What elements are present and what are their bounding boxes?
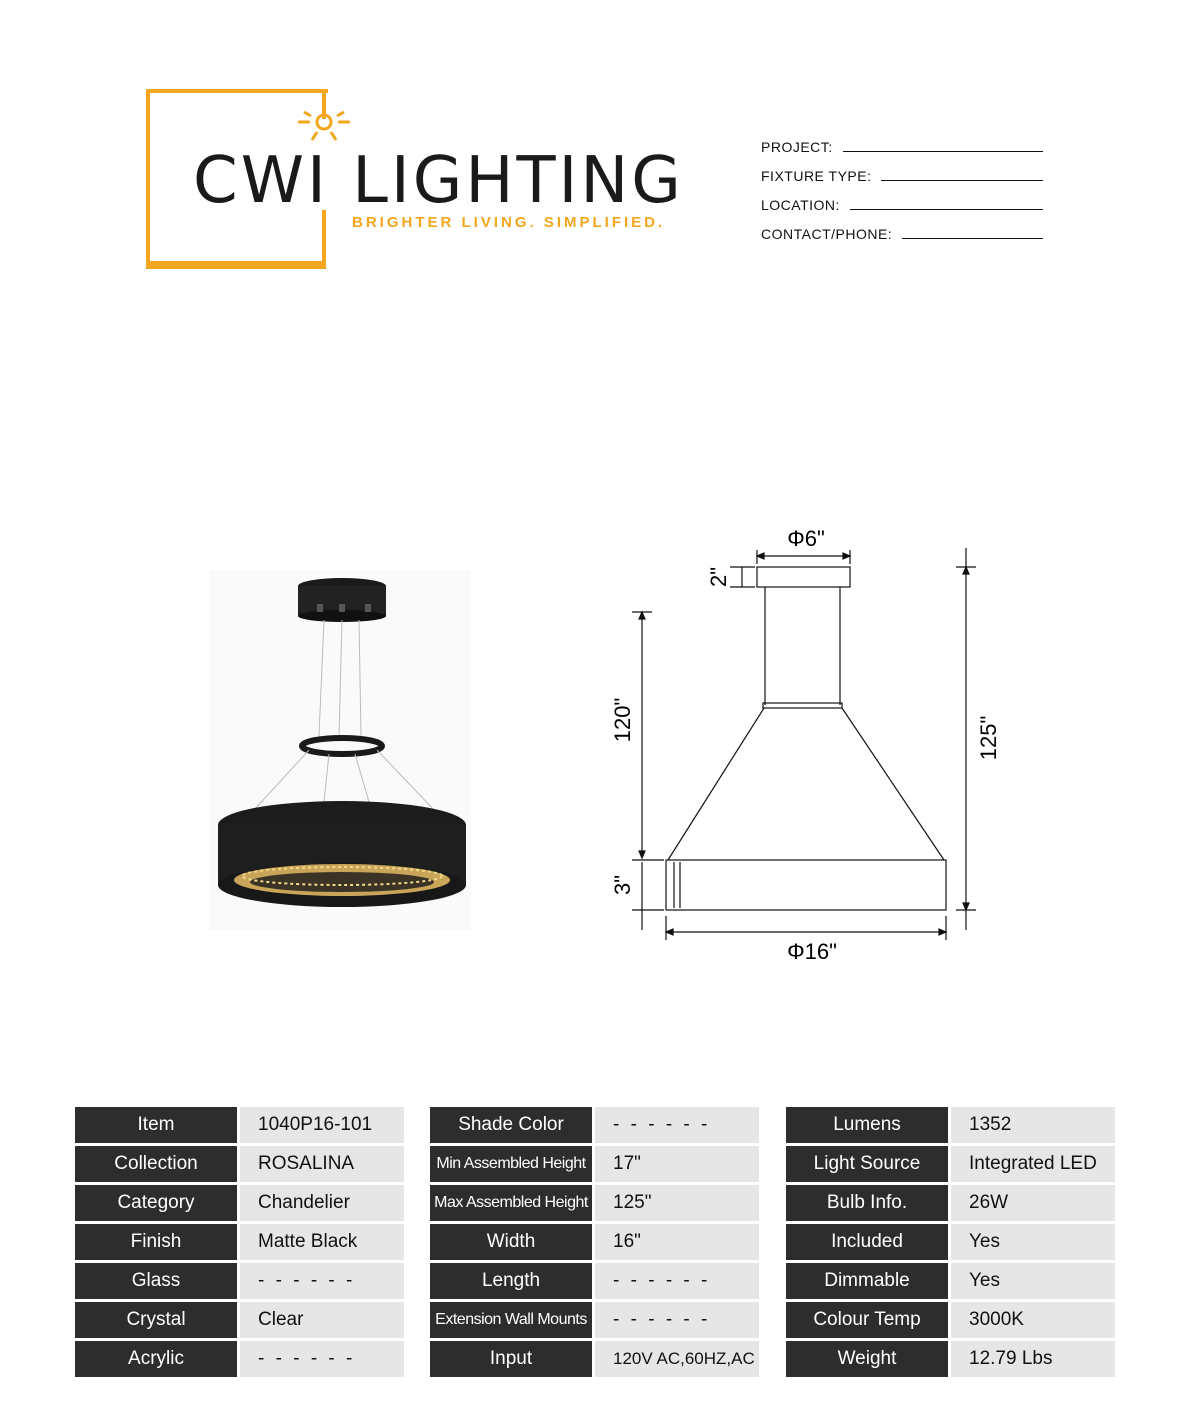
spec-value: Yes <box>951 1224 1115 1260</box>
table-row <box>430 1107 759 1143</box>
form-line <box>843 151 1043 152</box>
top-diameter-label: Φ6" <box>787 526 825 551</box>
spec-value: - - - - - - <box>595 1107 759 1143</box>
spec-value: 125" <box>595 1185 759 1221</box>
brand-name: CWI LIGHTING <box>193 144 684 218</box>
spec-table-lighting <box>786 1104 1115 1380</box>
spec-value: Integrated LED <box>951 1146 1115 1182</box>
form-label: LOCATION: <box>761 197 840 213</box>
spec-label: Dimmable <box>786 1263 951 1299</box>
spec-value: Clear <box>240 1302 404 1338</box>
table-row <box>75 1263 404 1299</box>
spec-value: Matte Black <box>240 1224 404 1260</box>
table-row <box>430 1146 759 1182</box>
form-label: FIXTURE TYPE: <box>761 168 872 184</box>
spec-label: Input <box>430 1341 595 1377</box>
spec-label: Finish <box>75 1224 240 1260</box>
table-row <box>430 1341 759 1377</box>
form-line <box>850 209 1043 210</box>
project-form <box>761 126 1051 242</box>
table-row <box>75 1107 404 1143</box>
table-row <box>75 1341 404 1377</box>
spec-label: Lumens <box>786 1107 951 1143</box>
spec-value: 120V AC,60HZ,AC <box>595 1341 759 1377</box>
canopy-height-label: 2" <box>706 566 731 588</box>
fixture-type-field[interactable] <box>761 155 1051 184</box>
spec-table-dimensions <box>430 1104 759 1380</box>
location-field[interactable] <box>761 184 1051 213</box>
spec-value: 12.79 Lbs <box>951 1341 1115 1377</box>
spec-value: Yes <box>951 1263 1115 1299</box>
table-row <box>430 1185 759 1221</box>
table-row <box>75 1146 404 1182</box>
table-row <box>75 1224 404 1260</box>
contact-phone-field[interactable] <box>761 213 1051 242</box>
spec-value: - - - - - - <box>595 1263 759 1299</box>
spec-label: Length <box>430 1263 595 1299</box>
spec-label: Collection <box>75 1146 240 1182</box>
shade-height-label: 3" <box>610 874 635 896</box>
spec-value: 1040P16-101 <box>240 1107 404 1143</box>
spec-value: 16" <box>595 1224 759 1260</box>
spec-label: Item <box>75 1107 240 1143</box>
spec-value: Chandelier <box>240 1185 404 1221</box>
form-label: CONTACT/PHONE: <box>761 226 893 242</box>
spec-label: Max Assembled Height <box>430 1185 595 1221</box>
spec-label: Shade Color <box>430 1107 595 1143</box>
spec-label: Included <box>786 1224 951 1260</box>
form-label: PROJECT: <box>761 139 833 155</box>
brand-tagline: BRIGHTER LIVING. SIMPLIFIED. <box>352 214 666 231</box>
table-row <box>786 1146 1115 1182</box>
table-row <box>430 1302 759 1338</box>
bottom-diameter-label: Φ16" <box>787 939 837 964</box>
spec-label: Min Assembled Height <box>430 1146 595 1182</box>
spec-value: 3000K <box>951 1302 1115 1338</box>
product-photo <box>209 570 471 930</box>
spec-value: 26W <box>951 1185 1115 1221</box>
spec-label: Colour Temp <box>786 1302 951 1338</box>
spec-value: - - - - - - <box>240 1263 404 1299</box>
spec-value: - - - - - - <box>240 1341 404 1377</box>
table-row <box>786 1185 1115 1221</box>
drop-height-label: 120" <box>610 697 635 743</box>
table-row <box>786 1224 1115 1260</box>
table-row <box>786 1341 1115 1377</box>
spec-label: Weight <box>786 1341 951 1377</box>
table-row <box>75 1302 404 1338</box>
spec-label: Bulb Info. <box>786 1185 951 1221</box>
spec-label: Crystal <box>75 1302 240 1338</box>
spec-value: 17" <box>595 1146 759 1182</box>
spec-label: Extension Wall Mounts <box>430 1302 595 1338</box>
project-field[interactable] <box>761 126 1051 155</box>
table-row <box>75 1185 404 1221</box>
spec-table-general <box>75 1104 404 1380</box>
spec-value: 1352 <box>951 1107 1115 1143</box>
table-row <box>430 1224 759 1260</box>
spec-label: Category <box>75 1185 240 1221</box>
sun-icon <box>298 100 352 144</box>
form-line <box>902 238 1043 239</box>
spec-value: ROSALINA <box>240 1146 404 1182</box>
table-row <box>430 1263 759 1299</box>
spec-label: Light Source <box>786 1146 951 1182</box>
table-row <box>786 1302 1115 1338</box>
spec-value: - - - - - - <box>595 1302 759 1338</box>
dimension-diagram <box>600 520 1020 970</box>
table-row <box>786 1263 1115 1299</box>
total-height-label: 125" <box>976 715 1001 761</box>
spec-label: Acrylic <box>75 1341 240 1377</box>
logo-frame-right-lower <box>322 210 326 269</box>
form-line <box>881 180 1043 181</box>
spec-label: Width <box>430 1224 595 1260</box>
logo-frame-bottom <box>146 265 326 269</box>
table-row <box>786 1107 1115 1143</box>
spec-label: Glass <box>75 1263 240 1299</box>
